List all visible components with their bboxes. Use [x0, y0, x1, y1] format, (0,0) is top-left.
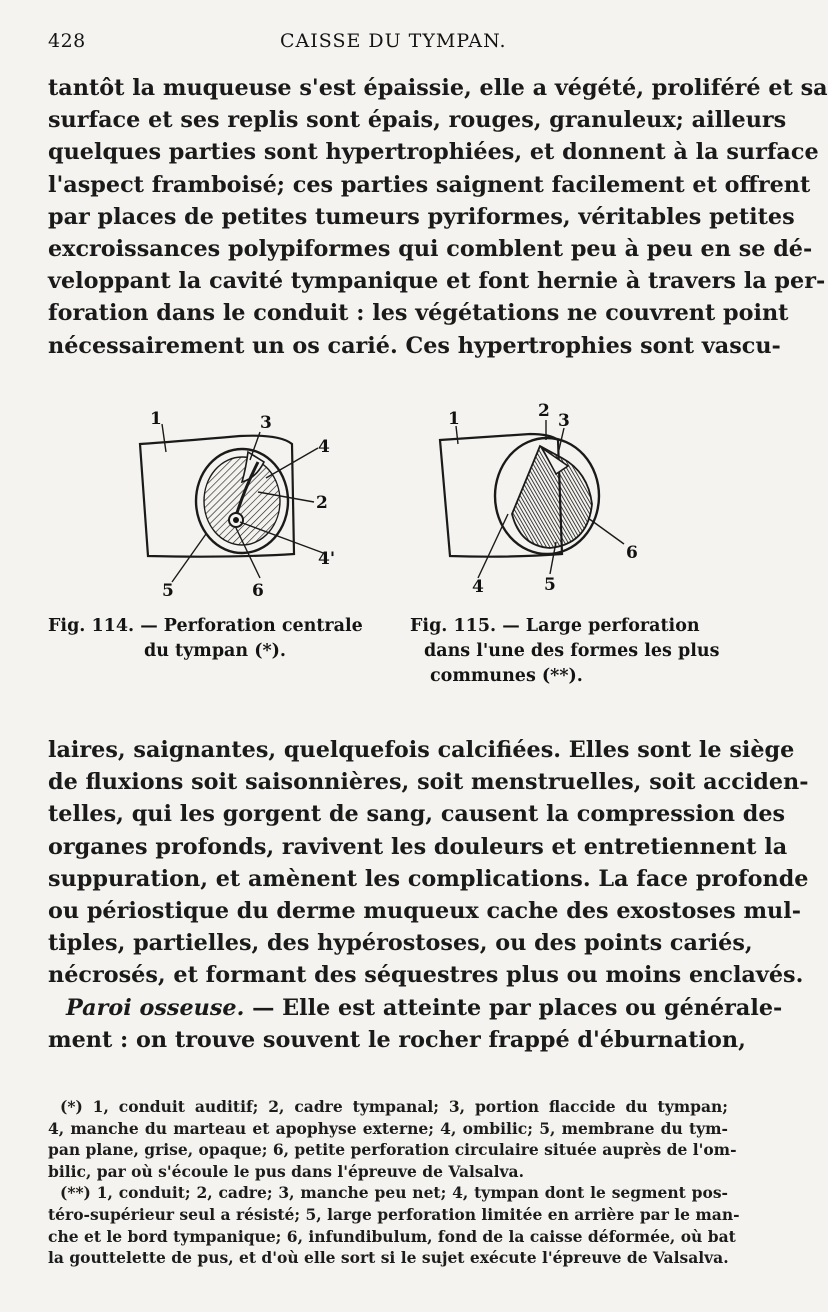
text-line: ou périostique du derme muqueux cache des exostoses mul-: [48, 898, 801, 925]
caption-line: Fig. 115. — Large perforation: [410, 616, 700, 636]
fig115-label-3: 3: [558, 411, 570, 431]
footnote-line: téro-supérieur seul a résisté; 5, large perforation limitée en arrière par le man-: [48, 1204, 740, 1224]
figures-114-115: [110, 401, 670, 604]
footnote-line: bilic, par où s'écoule le pus dans l'épreuve de Valsalva.: [48, 1161, 524, 1181]
fig115-label-6: 6: [626, 543, 638, 563]
footnote-line: che et le bord tympanique; 6, infundibulum, fond de la caisse déformée, où bat: [48, 1226, 736, 1246]
fig114-label-5: 5: [162, 581, 174, 601]
page-number: 428: [48, 30, 86, 52]
footnote-line: 4, manche du marteau et apophyse externe; 4, ombilic; 5, membrane du tym-: [48, 1118, 728, 1138]
section-heading-italic: Paroi osseuse.: [66, 994, 245, 1021]
running-title: CAISSE DU TYMPAN.: [280, 30, 507, 52]
fig115-label-1: 1: [448, 409, 460, 429]
footnote-2: [48, 1182, 740, 1268]
figure-114-drawing: [140, 424, 326, 582]
figure-115-drawing: [440, 420, 624, 578]
text-line: nécessairement un os carié. Ces hypertrophies sont vascu-: [48, 332, 781, 359]
text-line: organes profonds, ravivent les douleurs et entretiennent la: [48, 833, 788, 860]
text-line: quelques parties sont hypertrophiées, et donnent à la surface: [48, 139, 819, 166]
paragraph-1: [48, 72, 828, 362]
text-line: de fluxions soit saisonnières, soit menstruelles, soit acciden-: [48, 769, 809, 796]
running-header: [48, 30, 748, 60]
fig115-label-5: 5: [544, 575, 556, 595]
footnote-1: [48, 1096, 737, 1182]
text-line: surface et ses replis sont épais, rouges, granuleux; ailleurs: [48, 107, 787, 134]
text-line: foration dans le conduit : les végétations ne couvrent point: [48, 300, 789, 327]
fig115-label-4: 4: [472, 577, 484, 597]
footnote-line: pan plane, grise, opaque; 6, petite perforation circulaire située auprès de l'om-: [48, 1140, 737, 1160]
text-line: l'aspect framboisé; ces parties saignent facilement et offrent: [48, 171, 811, 198]
footnotes: [48, 1096, 740, 1269]
fig114-label-1: 1: [150, 409, 162, 429]
text-line: tiples, partielles, des hypérostoses, ou des points cariés,: [48, 930, 753, 957]
footnote-line: (*) 1, conduit auditif; 2, cadre tympanal; 3, portion flaccide du tympan;: [60, 1097, 728, 1116]
footnote-line: la gouttelette de pus, et d'où elle sort si le sujet exécute l'épreuve de Valsalva.: [48, 1248, 729, 1268]
footnote-line: (**) 1, conduit; 2, cadre; 3, manche peu net; 4, tympan dont le segment pos-: [60, 1183, 728, 1203]
text-line: ment : on trouve souvent le rocher frappé d'éburnation,: [48, 1026, 746, 1053]
fig114-label-4prime: 4': [318, 549, 336, 569]
fig115-label-2: 2: [538, 401, 550, 421]
fig114-label-6: 6: [252, 581, 264, 601]
caption-line: Fig. 114. — Perforation centrale: [48, 616, 363, 636]
fig114-label-4: 4: [318, 437, 330, 457]
text-run: — Elle est atteinte par places ou générale-: [244, 994, 783, 1021]
caption-fig-114: [48, 614, 388, 664]
caption-line: communes (**).: [430, 666, 583, 686]
fig114-label-3: 3: [260, 413, 272, 433]
text-line-section-start: [48, 992, 783, 1024]
caption-line: dans l'une des formes les plus: [424, 641, 720, 661]
fig114-label-2: 2: [316, 493, 328, 513]
text-line: suppuration, et amènent les complications. La face profonde: [48, 865, 809, 892]
text-line: par places de petites tumeurs pyriformes, véritables petites: [48, 203, 795, 230]
caption-fig-115: [410, 614, 728, 689]
text-line: telles, qui les gorgent de sang, causent la compression des: [48, 801, 786, 828]
text-line: laires, saignantes, quelquefois calcifiées. Elles sont le siège: [48, 737, 795, 763]
text-line: veloppant la cavité tympanique et font hernie à travers la per-: [48, 268, 826, 295]
text-line: excroissances polypiformes qui comblent peu à peu en se dé-: [48, 236, 813, 263]
text-line: tantôt la muqueuse s'est épaissie, elle a végété, proliféré et sa: [48, 75, 828, 101]
paragraph-2: [48, 734, 809, 1056]
caption-line: du tympan (*).: [144, 641, 287, 661]
text-line: nécrosés, et formant des séquestres plus ou moins enclavés.: [48, 962, 804, 989]
